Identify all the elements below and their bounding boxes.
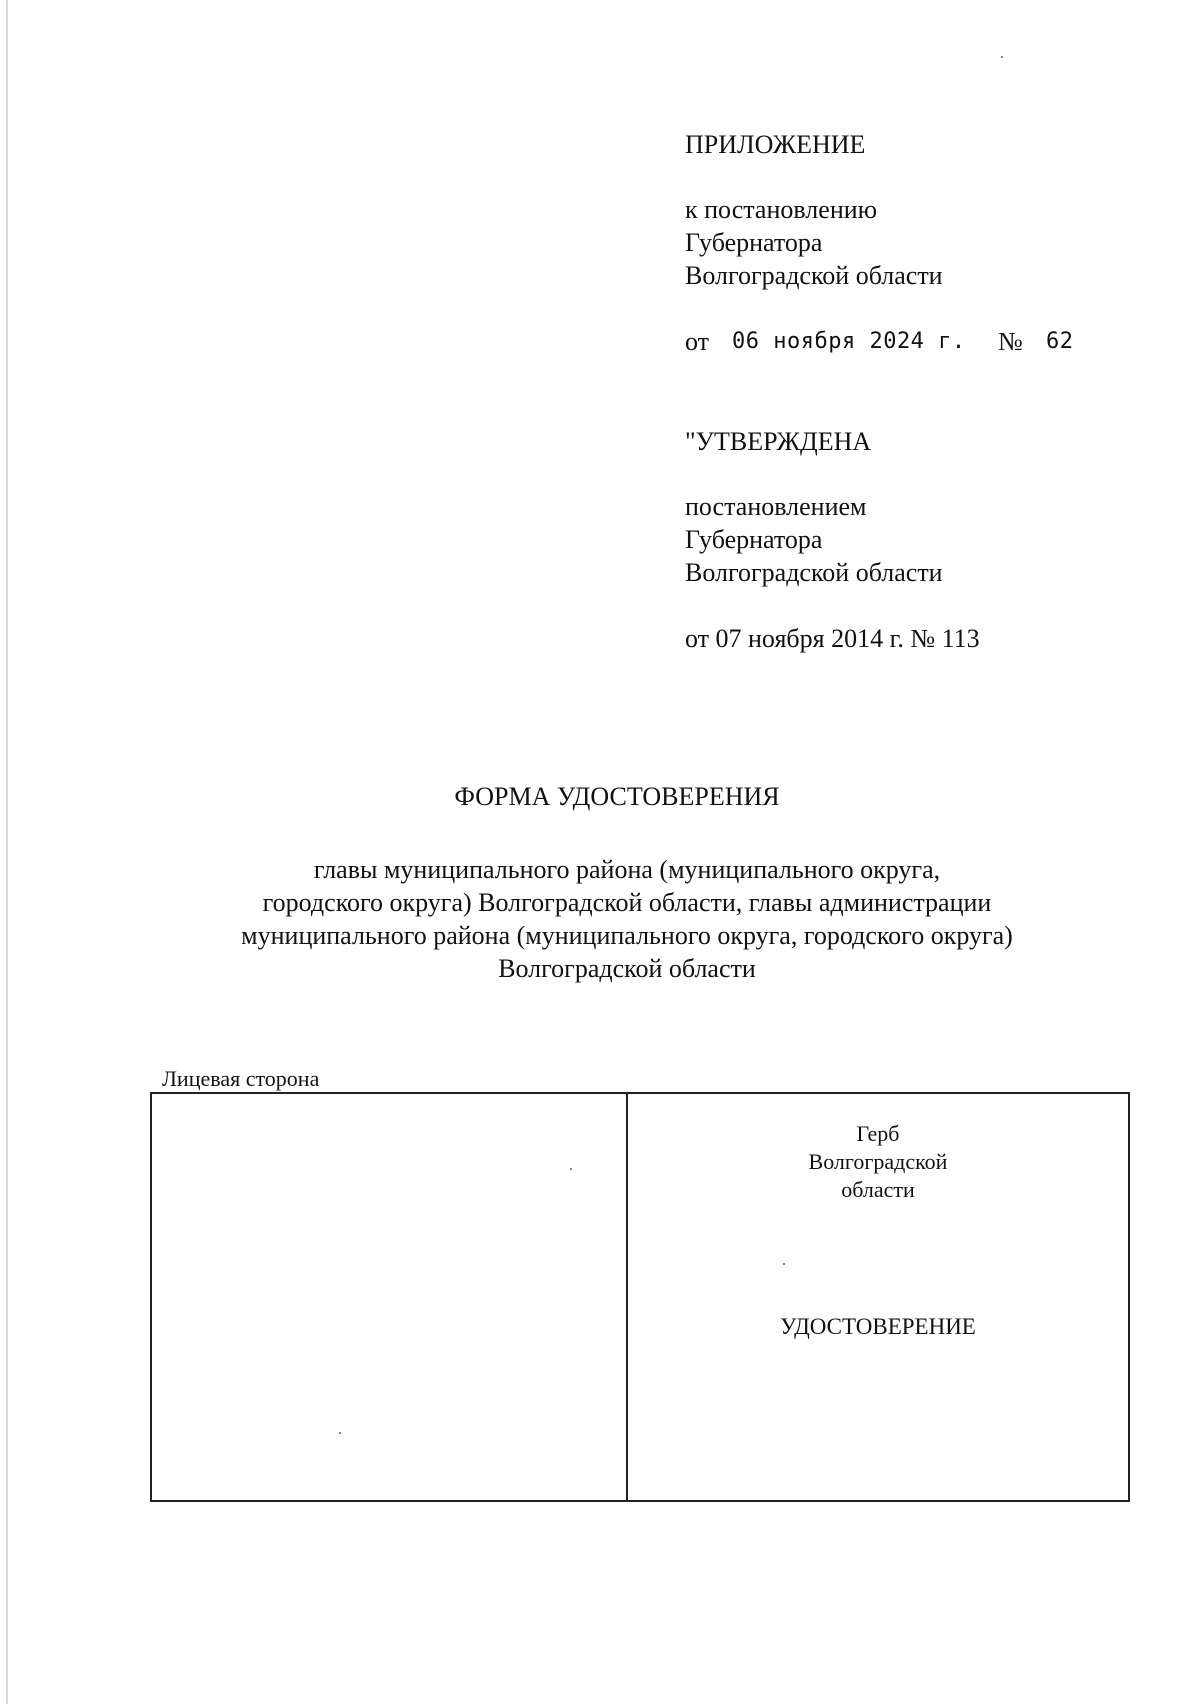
approved-title: [685, 425, 871, 458]
by-resolution-line-3: Волгоградской области: [685, 558, 943, 587]
appendix-to-resolution: [685, 193, 943, 292]
by-resolution-line-1: постановлением: [685, 492, 867, 521]
coat-line-2: Волгоградской: [808, 1149, 948, 1174]
card-right-panel: [628, 1094, 1128, 1500]
scan-speck: [1001, 56, 1003, 58]
scan-edge-line: [6, 0, 8, 1704]
number-value: 62: [1046, 329, 1074, 354]
form-title: ФОРМА УДОСТОВЕРЕНИЯ: [454, 782, 780, 811]
subtitle-line-2: городского округа) Волгоградской области, главы администрации: [262, 888, 992, 917]
to-resolution-line-3: Волгоградской области: [685, 261, 943, 290]
by-resolution-line-2: Губернатора: [685, 525, 823, 554]
scan-speck: [570, 1168, 572, 1170]
coat-of-arms-placeholder: [628, 1120, 1128, 1204]
approved-date-text: от 07 ноября 2014 г. № 113: [685, 624, 980, 653]
form-subtitle: [0, 853, 1200, 985]
subtitle-line-3: муниципального района (муниципального округа, городского округа): [241, 921, 1013, 950]
scan-speck: [783, 1263, 785, 1265]
approved-title-text: "УТВЕРЖДЕНА: [685, 427, 872, 456]
certificate-front-card: [150, 1092, 1130, 1502]
approved-date: [685, 622, 980, 655]
date-value: 06 ноября 2024 г.: [732, 329, 966, 354]
approved-by-resolution: [685, 490, 943, 589]
scan-speck: [339, 1432, 341, 1434]
appendix-title-text: ПРИЛОЖЕНИЕ: [685, 130, 866, 159]
subtitle-line-4: Волгоградской области: [498, 954, 756, 983]
card-left-panel: [152, 1094, 626, 1500]
certificate-label: УДОСТОВЕРЕНИЕ: [780, 1314, 976, 1339]
coat-line-1: Герб: [856, 1121, 900, 1146]
date-prefix: от: [685, 327, 710, 356]
number-sign: №: [998, 327, 1023, 356]
to-resolution-line-1: к постановлению: [685, 195, 878, 224]
coat-line-3: области: [841, 1177, 915, 1202]
appendix-title: [685, 128, 865, 161]
front-side-label: Лицевая сторона: [162, 1066, 320, 1091]
subtitle-line-1: главы муниципального района (муниципального округа,: [313, 855, 941, 884]
to-resolution-line-2: Губернатора: [685, 228, 823, 257]
